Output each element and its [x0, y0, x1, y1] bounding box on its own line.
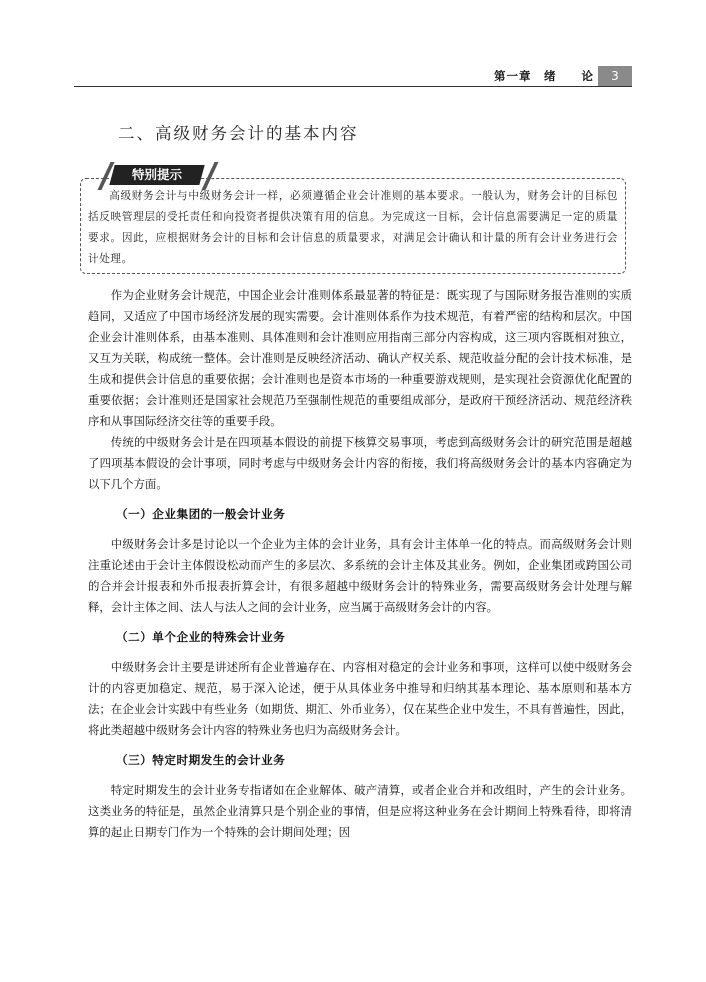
tip-paragraph: 高级财务会计与中级财务会计一样，必须遵循企业会计准则的基本要求。一般认为，财务会计的目标包括反映管理层的受托责任和向投资者提供决策有用的信息。为完成这一目标，会计信息需要满足一定的质量要求。因此，应根据财务会计的目标和会计信息的质量要求，对满足会计确认和计量的所有会计业务进行会计处理。: [88, 190, 618, 265]
paragraph: 特定时期发生的会计业务专指诸如在企业解体、破产清算，或者企业合并和改组时，产生的会计业务。这类业务的特征是，虽然企业清算只是个别企业的事情，但是应将这种业务在会计期间上特殊看待，即将清算的起止日期专门作为一个特殊的会计期间处理；因: [88, 783, 632, 839]
paragraph: 中级财务会计主要是讲述所有企业普遍存在、内容相对稳定的会计业务和事项，这样可以使中级财务会计的内容更加稳定、规范，易于深入论述，便于从具体业务中推导和归纳其基本理论、基本原则和基本方法；在企业会计实践中有些业务（如期货、期汇、外币业务），仅在某些企业中发生，不具有普遍性，因此，将此类超越中级财务会计内容的特殊业务也归为高级财务会计。: [88, 660, 632, 737]
paragraph: 传统的中级财务会计是在四项基本假设的前提下核算交易事项，考虑到高级财务会计的研究范围是超越了四项基本假设的会计事项，同时考虑与中级财务会计内容的衔接，我们将高级财务会计的基本内容确定为以下几个方面。: [88, 435, 632, 491]
header-rule: [74, 86, 632, 87]
tip-label-text: 特别提示: [131, 167, 182, 182]
paragraph: 中级财务会计多是讨论以一个企业为主体的会计业务，具有会计主体单一化的特点。而高级财务会计则注重论述由于会计主体假设松动而产生的多层次、多系统的会计主体及其业务。例如，企业集团或跨国公司的合并会计报表和外币报表折算会计，有很多超越中级财务会计的特殊业务，需要高级财务会计处理与解释，会计主体之间、法人与法人之间的会计业务，应当属于高级财务会计的内容。: [88, 537, 632, 614]
tip-label: [109, 165, 204, 185]
running-head: 第一章 绪 论: [494, 69, 594, 83]
page-number: 3: [598, 66, 632, 86]
tip-text: [88, 186, 618, 270]
subsection-heading: （一）企业集团的一般会计业务: [116, 507, 286, 521]
section-title: 二、高级财务会计的基本内容: [118, 124, 359, 143]
subsection-heading: （三）特定时期发生的会计业务: [116, 753, 286, 767]
subsection-heading: （二）单个企业的特殊会计业务: [116, 630, 286, 644]
paragraph: 作为企业财务会计规范，中国企业会计准则体系最显著的特征是：既实现了与国际财务报告准则的实质趋同，又适应了中国市场经济发展的现实需要。会计准则体系作为技术规范，有着严密的结构和层次。中国企业会计准则体系，由基本准则、具体准则和会计准则应用指南三部分内容构成，这三项内容既相对独立，又互为关联，构成统一整体。会计准则是反映经济活动、确认产权关系、规范收益分配的会计技术标准，是生成和提供会计信息的重要依据；会计准则也是资本市场的一种重要游戏规则，是实现社会资源优化配置的重要依据；会计准则还是国家社会规范乃至强制性规范的重要组成部分，是政府干预经济活动、规范经济秩序和从事国际经济交往等的重要手段。: [88, 288, 632, 428]
body-text: [88, 285, 632, 843]
